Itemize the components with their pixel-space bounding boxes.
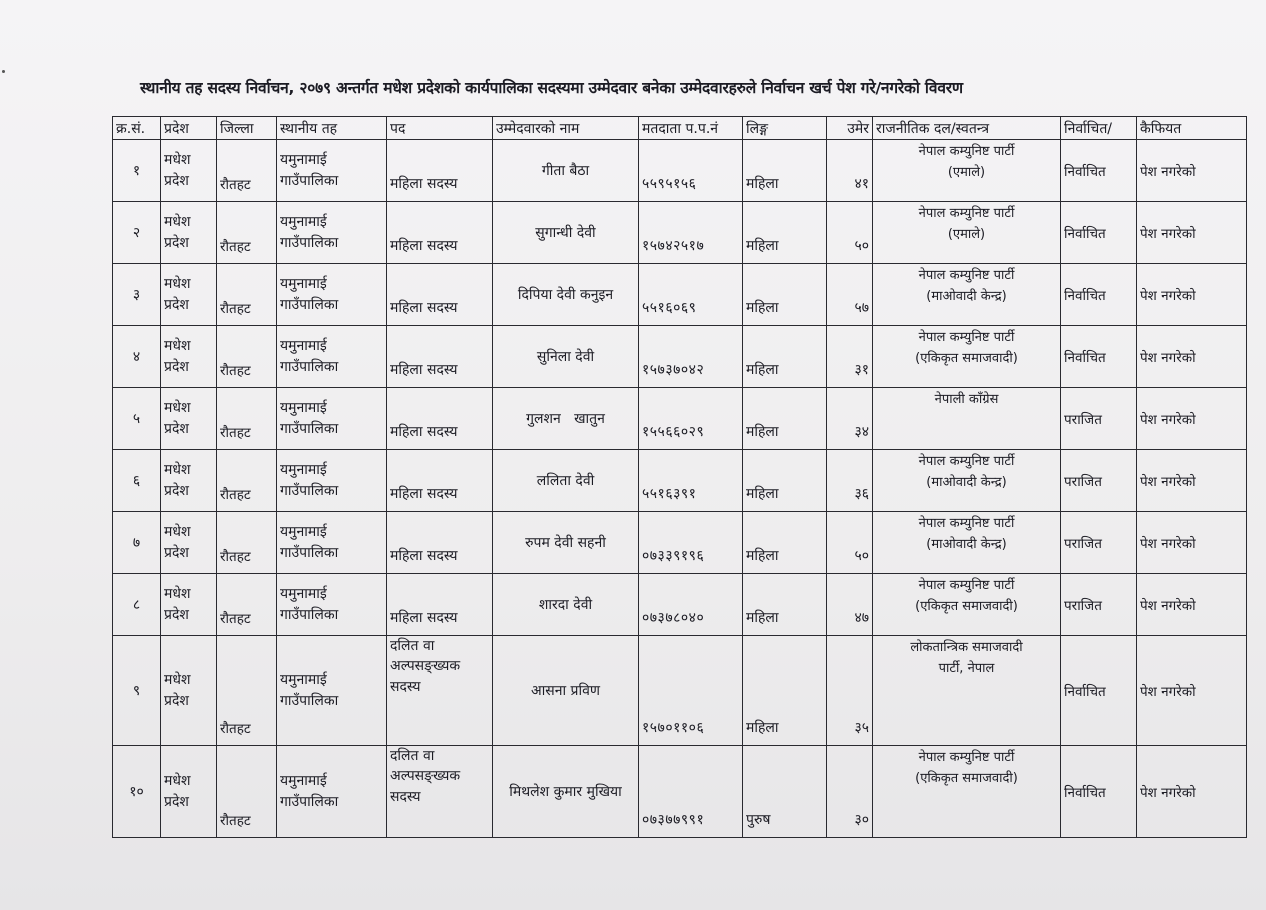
speck-mark: [2, 70, 5, 73]
candidate-name-cell: गीता बैठा: [493, 140, 639, 202]
serial-number-cell: ३: [113, 264, 161, 326]
party-cell: [873, 574, 1061, 636]
voter-number-cell: ०७३७७९९१: [639, 746, 743, 838]
local-level-line: यमुनामाई: [280, 152, 327, 169]
elected-status-cell: निर्वाचित: [1061, 264, 1137, 326]
district-cell: रौतहट: [217, 202, 277, 264]
col-header-voter-no: मतदाता प.प.नं: [639, 117, 743, 140]
local-level-cell: [277, 140, 387, 202]
district-cell: रौतहट: [217, 636, 277, 746]
voter-number-cell: ०७३३९१९६: [639, 512, 743, 574]
remarks-cell: पेश नगरेको: [1137, 450, 1247, 512]
col-header-elected: निर्वाचित/: [1061, 117, 1137, 140]
table-row: [113, 140, 1247, 202]
local-level-line: यमुनामाई: [280, 462, 327, 479]
elected-status-cell: निर्वाचित: [1061, 636, 1137, 746]
post-cell: महिला सदस्य: [387, 388, 493, 450]
local-level-cell: [277, 636, 387, 746]
province-cell: [161, 202, 217, 264]
elected-status-cell: पराजित: [1061, 450, 1137, 512]
local-level-line: यमुनामाई: [280, 338, 327, 355]
post-line: दलित वा: [390, 638, 435, 654]
province-line: प्रदेश: [164, 544, 189, 561]
remarks-cell: पेश नगरेको: [1137, 746, 1247, 838]
header-row: [113, 117, 1247, 140]
post-cell: महिला सदस्य: [387, 512, 493, 574]
candidate-name-cell: रुपम देवी सहनी: [493, 512, 639, 574]
province-line: मधेश: [164, 462, 191, 479]
local-level-line: यमुनामाई: [280, 524, 327, 541]
province-cell: [161, 512, 217, 574]
district-cell: रौतहट: [217, 746, 277, 838]
candidate-name-cell: आसना प्रविण: [493, 636, 639, 746]
local-level-line: गाउँपालिका: [280, 793, 339, 810]
post-cell: महिला सदस्य: [387, 264, 493, 326]
remarks-cell: पेश नगरेको: [1137, 326, 1247, 388]
post-line: सदस्य: [390, 788, 421, 805]
remarks-cell: पेश नगरेको: [1137, 140, 1247, 202]
local-level-line: गाउँपालिका: [280, 420, 339, 437]
province-line: प्रदेश: [164, 172, 189, 189]
district-cell: रौतहट: [217, 326, 277, 388]
local-level-line: गाउँपालिका: [280, 296, 339, 313]
elected-status-cell: पराजित: [1061, 388, 1137, 450]
post-cell: महिला सदस्य: [387, 140, 493, 202]
party-line: नेपाल कम्युनिष्ट पार्टी: [918, 206, 1015, 221]
voter-number-cell: १५७०११०६: [639, 636, 743, 746]
table-body: [113, 140, 1247, 838]
candidate-table: [112, 116, 1247, 838]
post-cell: महिला सदस्य: [387, 326, 493, 388]
candidate-name-cell: मिथलेश कुमार मुखिया: [493, 746, 639, 838]
post-cell: [387, 636, 493, 746]
local-level-line: यमुनामाई: [280, 586, 327, 603]
party-line: नेपाल कम्युनिष्ट पार्टी: [918, 750, 1015, 765]
col-header-province: प्रदेश: [161, 117, 217, 140]
serial-number-cell: १०: [113, 746, 161, 838]
post-line: दलित वा: [390, 748, 435, 764]
table-row: [113, 450, 1247, 512]
col-header-district: जिल्ला: [217, 117, 277, 140]
post-cell: महिला सदस्य: [387, 450, 493, 512]
candidate-name-cell: गुलशन खातुन: [493, 388, 639, 450]
serial-number-cell: ६: [113, 450, 161, 512]
party-line: नेपाल कम्युनिष्ट पार्टी: [918, 330, 1015, 345]
province-line: प्रदेश: [164, 793, 189, 810]
local-level-line: गाउँपालिका: [280, 358, 339, 375]
party-line: (एमाले): [947, 226, 986, 242]
remarks-cell: पेश नगरेको: [1137, 512, 1247, 574]
province-line: मधेश: [164, 773, 191, 790]
col-header-candidate-name: उम्मेदवारको नाम: [493, 117, 639, 140]
province-line: मधेश: [164, 214, 191, 231]
local-level-cell: [277, 512, 387, 574]
table-row: [113, 512, 1247, 574]
post-line: अल्पसङ्ख्यक: [390, 768, 461, 785]
age-cell: ३५: [827, 636, 873, 746]
age-cell: ३४: [827, 388, 873, 450]
table-row: [113, 746, 1247, 838]
local-level-cell: [277, 388, 387, 450]
age-cell: ५०: [827, 512, 873, 574]
remarks-cell: पेश नगरेको: [1137, 388, 1247, 450]
party-line: लोकतान्त्रिक समाजवादी: [910, 640, 1023, 655]
province-cell: [161, 140, 217, 202]
local-level-cell: [277, 264, 387, 326]
col-header-age: उमेर: [827, 117, 873, 140]
gender-cell: महिला: [743, 264, 827, 326]
table-row: [113, 326, 1247, 388]
party-line: नेपाल कम्युनिष्ट पार्टी: [918, 516, 1015, 531]
party-line: नेपाल कम्युनिष्ट पार्टी: [918, 268, 1015, 283]
party-line: (एकिकृत समाजवादी): [915, 770, 1018, 786]
age-cell: ३१: [827, 326, 873, 388]
party-cell: [873, 140, 1061, 202]
voter-number-cell: ०७३७८०४०: [639, 574, 743, 636]
party-line: (माओवादी केन्द्र): [926, 474, 1007, 490]
party-cell: [873, 264, 1061, 326]
remarks-cell: पेश नगरेको: [1137, 574, 1247, 636]
gender-cell: महिला: [743, 574, 827, 636]
province-line: मधेश: [164, 586, 191, 603]
gender-cell: महिला: [743, 326, 827, 388]
province-line: मधेश: [164, 672, 191, 689]
table-row: [113, 388, 1247, 450]
age-cell: ५०: [827, 202, 873, 264]
province-line: प्रदेश: [164, 358, 189, 375]
province-line: प्रदेश: [164, 482, 189, 499]
age-cell: ३०: [827, 746, 873, 838]
col-header-local-level: स्थानीय तह: [277, 117, 387, 140]
serial-number-cell: ४: [113, 326, 161, 388]
district-cell: रौतहट: [217, 388, 277, 450]
elected-status-cell: निर्वाचित: [1061, 140, 1137, 202]
province-line: प्रदेश: [164, 234, 189, 251]
party-cell: [873, 450, 1061, 512]
party-line: पार्टी, नेपाल: [938, 660, 995, 676]
local-level-line: गाउँपालिका: [280, 544, 339, 561]
col-header-party: राजनीतिक दल/स्वतन्त्र: [873, 117, 1061, 140]
candidate-name-cell: ललिता देवी: [493, 450, 639, 512]
party-line: (माओवादी केन्द्र): [926, 536, 1007, 552]
post-line: अल्पसङ्ख्यक: [390, 658, 461, 675]
province-line: मधेश: [164, 276, 191, 293]
candidate-name-cell: सुगान्धी देवी: [493, 202, 639, 264]
voter-number-cell: १५७३७०४२: [639, 326, 743, 388]
serial-number-cell: ९: [113, 636, 161, 746]
party-line: नेपाली काँग्रेस: [934, 392, 999, 407]
local-level-line: यमुनामाई: [280, 214, 327, 231]
voter-number-cell: ५५१६०६९: [639, 264, 743, 326]
local-level-line: यमुनामाई: [280, 400, 327, 417]
local-level-cell: [277, 326, 387, 388]
party-line: (एकिकृत समाजवादी): [915, 350, 1018, 366]
party-cell: [873, 388, 1061, 450]
post-cell: महिला सदस्य: [387, 574, 493, 636]
province-cell: [161, 388, 217, 450]
age-cell: ४७: [827, 574, 873, 636]
remarks-cell: पेश नगरेको: [1137, 264, 1247, 326]
remarks-cell: पेश नगरेको: [1137, 202, 1247, 264]
local-level-line: गाउँपालिका: [280, 234, 339, 251]
voter-number-cell: ५५१६३९१: [639, 450, 743, 512]
province-cell: [161, 264, 217, 326]
district-cell: रौतहट: [217, 574, 277, 636]
gender-cell: पुरुष: [743, 746, 827, 838]
col-header-remarks: कैफियत: [1137, 117, 1247, 140]
local-level-cell: [277, 450, 387, 512]
party-line: (एमाले): [947, 164, 986, 180]
party-line: नेपाल कम्युनिष्ट पार्टी: [918, 578, 1015, 593]
age-cell: ३६: [827, 450, 873, 512]
serial-number-cell: ८: [113, 574, 161, 636]
gender-cell: महिला: [743, 388, 827, 450]
local-level-cell: [277, 746, 387, 838]
party-line: (एकिकृत समाजवादी): [915, 598, 1018, 614]
party-cell: [873, 202, 1061, 264]
elected-status-cell: निर्वाचित: [1061, 326, 1137, 388]
district-cell: रौतहट: [217, 450, 277, 512]
province-line: मधेश: [164, 524, 191, 541]
col-header-post: पद: [387, 117, 493, 140]
gender-cell: महिला: [743, 450, 827, 512]
local-level-line: गाउँपालिका: [280, 482, 339, 499]
district-cell: रौतहट: [217, 140, 277, 202]
table-row: [113, 264, 1247, 326]
local-level-cell: [277, 202, 387, 264]
local-level-line: यमुनामाई: [280, 276, 327, 293]
local-level-cell: [277, 574, 387, 636]
gender-cell: महिला: [743, 512, 827, 574]
post-cell: महिला सदस्य: [387, 202, 493, 264]
voter-number-cell: १५५६६०२९: [639, 388, 743, 450]
serial-number-cell: २: [113, 202, 161, 264]
province-line: प्रदेश: [164, 420, 189, 437]
table-row: [113, 202, 1247, 264]
local-level-line: यमुनामाई: [280, 672, 327, 689]
document-title: स्थानीय तह सदस्य निर्वाचन, २०७९ अन्तर्गत मधेश प्रदेशको कार्यपालिका सदस्यमा उम्मेदवार बनेका उम्मेदवारहरुले निर्वाचन खर्च पेश गरे/नगरेको विवरण: [140, 79, 963, 97]
party-line: (माओवादी केन्द्र): [926, 288, 1007, 304]
candidate-name-cell: दिपिया देवी कनुइन: [493, 264, 639, 326]
province-line: मधेश: [164, 152, 191, 169]
gender-cell: महिला: [743, 140, 827, 202]
elected-status-cell: पराजित: [1061, 512, 1137, 574]
local-level-line: गाउँपालिका: [280, 606, 339, 623]
province-line: प्रदेश: [164, 692, 189, 709]
elected-status-cell: निर्वाचित: [1061, 202, 1137, 264]
candidate-name-cell: शारदा देवी: [493, 574, 639, 636]
gender-cell: महिला: [743, 202, 827, 264]
local-level-line: गाउँपालिका: [280, 692, 339, 709]
district-cell: रौतहट: [217, 512, 277, 574]
province-line: प्रदेश: [164, 606, 189, 623]
age-cell: ५७: [827, 264, 873, 326]
table-row: [113, 574, 1247, 636]
party-line: नेपाल कम्युनिष्ट पार्टी: [918, 454, 1015, 469]
voter-number-cell: १५७४२५१७: [639, 202, 743, 264]
province-line: मधेश: [164, 338, 191, 355]
candidate-name-cell: सुनिला देवी: [493, 326, 639, 388]
province-cell: [161, 326, 217, 388]
elected-status-cell: निर्वाचित: [1061, 746, 1137, 838]
voter-number-cell: ५५९५१५६: [639, 140, 743, 202]
age-cell: ४१: [827, 140, 873, 202]
post-line: सदस्य: [390, 678, 421, 695]
col-header-gender: लिङ्ग: [743, 117, 827, 140]
gender-cell: महिला: [743, 636, 827, 746]
serial-number-cell: ५: [113, 388, 161, 450]
party-line: नेपाल कम्युनिष्ट पार्टी: [918, 144, 1015, 159]
serial-number-cell: ७: [113, 512, 161, 574]
province-line: प्रदेश: [164, 296, 189, 313]
party-cell: [873, 746, 1061, 838]
local-level-line: यमुनामाई: [280, 773, 327, 790]
post-cell: [387, 746, 493, 838]
serial-number-cell: १: [113, 140, 161, 202]
elected-status-cell: पराजित: [1061, 574, 1137, 636]
province-cell: [161, 450, 217, 512]
province-cell: [161, 636, 217, 746]
party-cell: [873, 636, 1061, 746]
province-line: मधेश: [164, 400, 191, 417]
col-header-sn: क्र.सं.: [113, 117, 161, 140]
table-row: [113, 636, 1247, 746]
remarks-cell: पेश नगरेको: [1137, 636, 1247, 746]
local-level-line: गाउँपालिका: [280, 172, 339, 189]
province-cell: [161, 574, 217, 636]
province-cell: [161, 746, 217, 838]
party-cell: [873, 326, 1061, 388]
party-cell: [873, 512, 1061, 574]
district-cell: रौतहट: [217, 264, 277, 326]
